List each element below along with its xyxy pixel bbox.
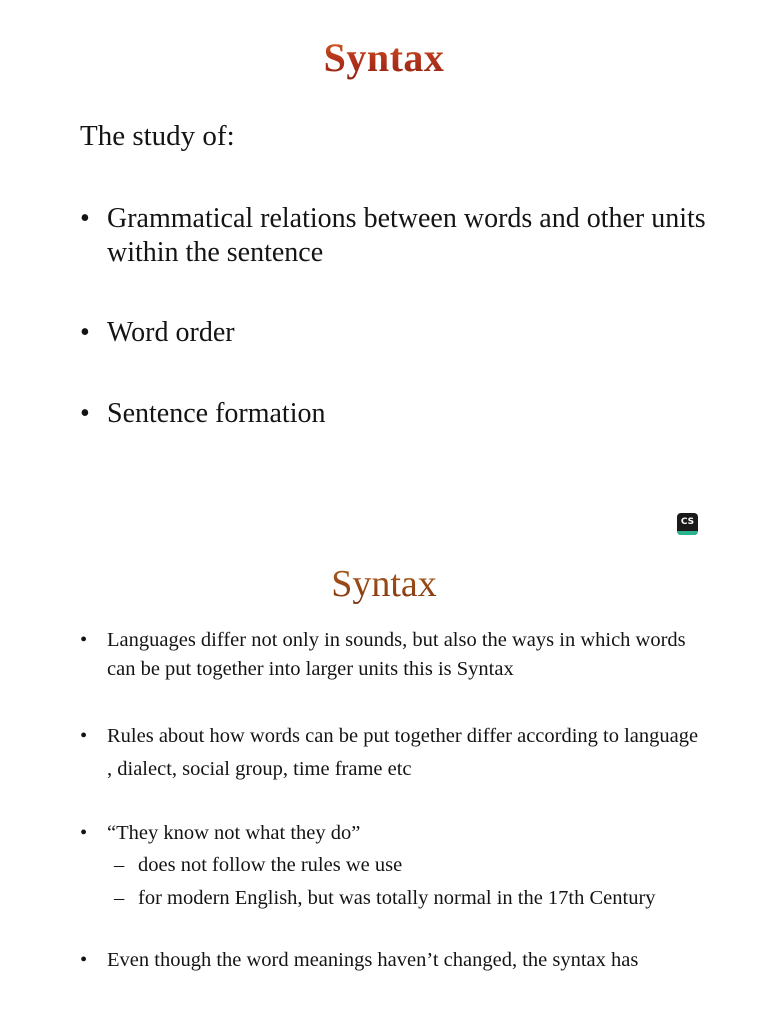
bullet-item: • “They know not what they do” [80,819,708,848]
sub-bullet-item: – for modern English, but was totally normal in the 17th Century [114,885,708,912]
bullet-item: • Grammatical relations between words and other units within the sentence [80,202,708,270]
slide-1-intro: The study of: [80,120,235,152]
bullet-item: • Sentence formation [80,397,708,431]
slide-2-title: Syntax [0,562,768,606]
sub-bullet-item: – does not follow the rules we use [114,852,708,879]
slide-2 [0,548,768,1024]
bullet-item: • Word order [80,316,708,350]
bullet-item: • Languages differ not only in sounds, but also the ways in which words can be put together into larger units this is Syntax [80,626,708,684]
bullet-item: • Even though the word meanings haven’t changed, the syntax has [80,947,708,974]
slide-1-title: Syntax [0,34,768,81]
slide-1 [0,0,768,510]
camscanner-logo-icon: CS [677,513,698,535]
bullet-item: • Rules about how words can be put together differ according to language , dialect, social group, time frame etc [80,720,708,786]
